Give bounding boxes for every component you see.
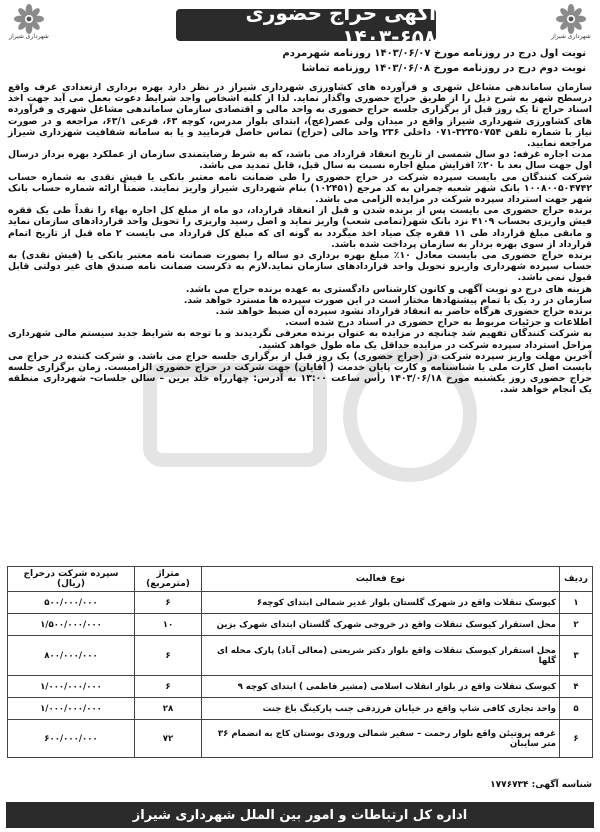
header-area: متراژ (مترمربع): [135, 567, 202, 592]
shiraz-logo-right: [548, 4, 594, 44]
paragraph-costs: هزینه های درج دو نوبت آگهی و کانون کارشناس دادگستری به عهده برنده حراج می باشد.: [185, 283, 592, 295]
table-row: [8, 636, 593, 676]
row-no: ۳: [560, 636, 593, 676]
paragraph-deposit: شرکت کنندگان می بایست سپرده شرکت در حراج حضوری را طی ضمانت نامه معتبر بانکی یا فیش نقدی به شماره حساب ۱۰۰۸۰۰۵۰۴۷۴۲ بانک شهر شعبه چمران به کد مرجع (۱۰۲۴۵۱) بنام شهرداری شیراز واریز نمایند. ضمناً ارائه شماره حساب بانک شهر جهت استرداد سپرده شرکت در مزایده الزامی می باشد.: [8, 171, 593, 206]
table-header-row: [8, 567, 593, 592]
row-area: ۱۰: [135, 614, 202, 636]
header-deposit: سپرده شرکت درحراج (ریال): [8, 567, 135, 592]
paragraph-rejection: سازمان در رد یک یا تمام پیشنهادها مختار است در این صورت سپرده ها مسترد خواهد شد.: [183, 294, 592, 306]
row-activity: غرفه پروتیئن واقع بلوار رحمت – سفیر شمالی ورودی بوستان کاج به انضمام ۳۶ متر سایبان: [202, 720, 560, 758]
row-area: ۲۸: [135, 698, 202, 720]
header-no: ردیف: [560, 567, 593, 592]
row-no: ۴: [560, 676, 593, 698]
paragraph-payment: برنده حراج حضوری می بایست پس از برنده شدن و قبل از انعقاد قرارداد، دو ماه از مبلغ کل اجاره بهاء را نقداً طی یک فقره فیش واریزی بحساب ۴۱۰۹ نزد بانک شهر(تمامی شعب) واریز نماید و اصل رسید واریزی را تحویل واحد قراردادهای سازمان نماید و مابقی مبلغ قرارداد طی ۱۱ فقره چک صیاد اخذ میگردد به گونه ای که مبلغ کل قرارداد می بایست ۲ ماه قبل از تاریخ اتمام قرارداد از سوی بهره بردار به سازمان پرداخت شده باشد.: [8, 205, 592, 250]
paragraph-intro: سازمان ساماندهی مشاغل شهری و فرآورده های کشاورزی شهرداری شیراز در نظر دارد بهره برداری ازتعدادی غرف واقع درسطح شهر به شرح ذیل را از طریق حراج حضوری واگذار نماید. لذا از کلیه اشخاص واجد شرایط دعوت بعمل می آید جهت اخذ اسناد حراج تا یک روز قبل از برگزاری جلسه حراج حضوری به واحد مالی و اقتصادی سازمان ساماندهی مشاغل شهری و فرآورده های کشاورزی شهرداری شیراز واقع در میدان ولی عصر(عج)، ابتدای بلوار مدرس، کوچه ۶۳، فرعی ۶۳/۱، مراجعه و در صورت نیاز با شماره تلفن ۳۲۳۵۰۷۵۴-۰۷۱ داخلی ۲۳۶ واحد مالی (حراج) تماس حاصل فرمایید و یا به سامانه شفافیت شهرداری شیراز مراجعه نمایید.: [8, 82, 593, 150]
row-deposit: ۱/۰۰۰/۰۰۰/۰۰۰: [8, 698, 135, 720]
row-no: ۶: [560, 720, 593, 758]
shiraz-logo-left: [6, 4, 52, 44]
row-activity: محل استقرار کیوسک تنقلات واقع در خروجی شهرک گلستان ابتدای شهرک بزین: [202, 614, 560, 636]
row-deposit: ۱/۵۰۰/۰۰۰/۰۰۰: [8, 614, 135, 636]
table-row: [8, 720, 593, 758]
row-deposit: ۸۰۰/۰۰۰/۰۰۰: [8, 636, 135, 676]
row-deposit: ۵۰۰/۰۰۰/۰۰۰: [8, 592, 135, 614]
auction-items-table: [7, 566, 593, 758]
table-row: [8, 676, 593, 698]
footer-banner: اداره کل ارتباطات و امور بین الملل شهرداری شیراز: [6, 802, 594, 828]
row-no: ۲: [560, 614, 593, 636]
ad-id: شناسه آگهی: ۱۷۷۶۷۳۴: [490, 780, 592, 790]
header-activity: نوع فعالیت: [202, 567, 560, 592]
first-publication: نوبت اول درج در روزنامه مورخ ۱۴۰۳/۰۶/۰۷ روزنامه شهرمردم: [282, 48, 586, 59]
row-deposit: ۶۰۰/۰۰۰/۰۰۰: [8, 720, 135, 758]
paragraph-forfeit: برنده حراج حضوری هرگاه حاضر به انعقاد قرارداد نشود سپرده آن ضبط خواهد شد.: [215, 306, 592, 318]
row-activity: محل استقرار کیوسک تنقلات واقع بلوار دکتر شریعتی (معالی آباد) پارک محله ای گلها: [202, 636, 560, 676]
row-deposit: ۱/۰۰۰/۰۰۰/۰۰۰: [8, 676, 135, 698]
second-publication: نوبت دوم درج در روزنامه مورخ ۱۴۰۳/۰۶/۰۸ روزنامه تماشا: [301, 63, 586, 74]
header: [6, 1, 594, 49]
paragraph-lease-term: مدت اجاره غرفه: دو سال شمسی از تاریخ انعقاد قرارداد می باشد، که به شرط رضایتمندی سازمان از عملکرد بهره بردار درسال اول جهت سال بعد با ۲۰٪ افزایش مبلغ اجاره نسبت به سال قبل، قابل تمدید می باشد.: [8, 149, 592, 172]
table-row: [8, 614, 593, 636]
table-row: [8, 592, 593, 614]
row-activity: کیوسک تنقلات واقع در بلوار انقلاب اسلامی (مشیر فاطمی ) ابتدای کوچه ۹: [202, 676, 560, 698]
logo-caption: شهرداری شیراز: [9, 33, 49, 40]
row-area: ۶: [135, 676, 202, 698]
paragraph-guarantee: برنده حراج حضوری می بایست معادل ۱۰٪ مبلغ بهره برداری دو ساله را بصورت ضمانت نامه معتبر بانکی یا (فیش نقدی) به حساب سپرده شهرداری واریزو تحویل واحد قراردادهای سازمان نماید.لازم به ذکرست ضمانت نامه صندق های غیر دولتی قابل قبول نمی باشد.: [8, 250, 592, 284]
row-area: ۶: [135, 636, 202, 676]
row-area: ۶: [135, 592, 202, 614]
paragraph-deadline: آخرین مهلت واریز سپرده شرکت در (حراج حضوری) یک روز قبل از برگزاری جلسه حراج می باشد. و شرکت کننده در حراج می بایست اصل کارت ملی یا شناسنامه و کارت پایان خدمت ( آقایان) جهت شرکت در حراج حضوری الزامیست. زمان برگزاری جلسه حراج حضوری روز یکشنبه مورخ ۱۴۰۳/۰۶/۱۸ رأس ساعت ۱۳:۰۰ به آدرس: چهارراه خلد برین – سالن جلسات- شهرداری منطقه یک انجام خواهد شد.: [8, 350, 592, 396]
logo-caption: شهرداری شیراز: [551, 33, 591, 40]
row-activity: واحد تجاری کافی شاپ واقع در خیابان فرزدقی جنب پارکینگ باغ جنت: [202, 698, 560, 720]
ad-title: آگهی حراج حضوری ۶۵۸-۱۴۰۳: [176, 9, 436, 41]
paragraph-details: اطلاعات و جزئیات مربوط به حراج حضوری در اسناد درج شده است.: [285, 317, 592, 329]
ad-body: [8, 82, 592, 396]
row-activity: کیوسک تنقلات واقع در شهرک گلستان بلوار غدیر شمالی ابتدای کوچه۶: [202, 592, 560, 614]
row-no: ۱: [560, 592, 593, 614]
row-no: ۵: [560, 698, 593, 720]
row-area: ۷۲: [135, 720, 202, 758]
flower-emblem-icon: [556, 4, 586, 34]
table-row: [8, 698, 593, 720]
paragraph-refund: به شرکت کنندگان تفهیم شد چنانچه در مزایده به عنوان برنده معرفی نگردیدند و با توجه به شرایط جدید سیستم مالی شهرداری مراحل استرداد سپرده شرکت در مزایده حداقل یک ماه طول خواهد کشید.: [8, 328, 592, 351]
flower-emblem-icon: [14, 4, 44, 34]
